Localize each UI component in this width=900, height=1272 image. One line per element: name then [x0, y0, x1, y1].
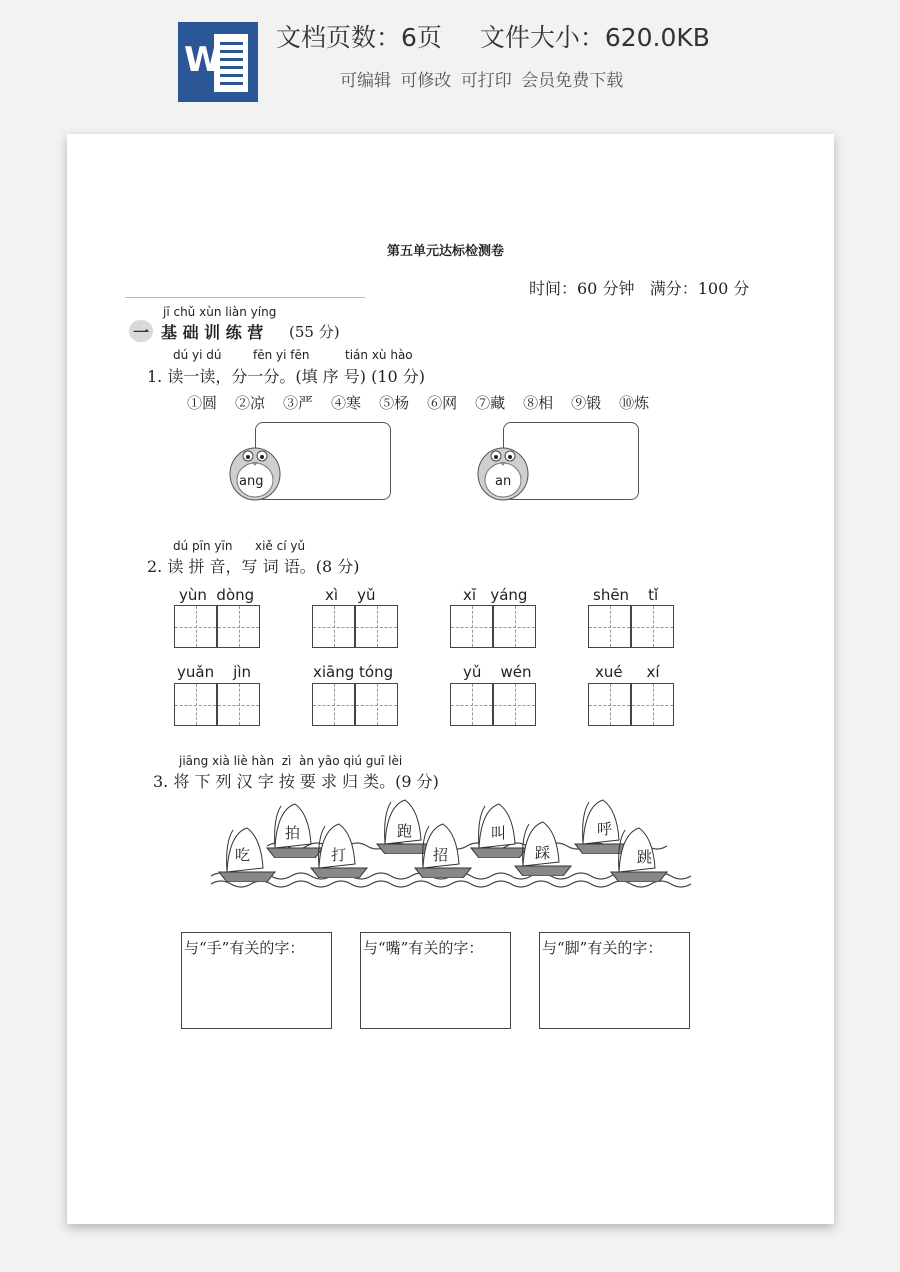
q1-char: ⑩炼 [619, 394, 650, 412]
writing-grid[interactable] [450, 605, 493, 648]
group-label: ang [239, 474, 264, 489]
boat-char: 拍 [285, 824, 301, 842]
boat-char: 跳 [637, 848, 653, 866]
boat [413, 820, 473, 878]
q1-char: ⑧相 [523, 394, 554, 412]
boat-char: 叫 [491, 824, 507, 842]
page-count: 文档页数：6页 [276, 23, 442, 52]
category-label: 与“嘴”有关的字： [363, 939, 484, 957]
penguin-icon [475, 436, 531, 502]
writing-grid[interactable] [217, 683, 260, 726]
q1-char-list [187, 392, 649, 413]
foot-category-box[interactable] [539, 932, 690, 1029]
q3-text: 3. 将 下 列 汉 字 按 要 求 归 类。(9 分) [153, 772, 439, 791]
q2-word-pinyin: yǔ wén [463, 663, 532, 681]
q1-pinyin: tián xù hào [345, 348, 413, 362]
hand-category-box[interactable] [181, 932, 332, 1029]
boat-char: 跑 [397, 822, 413, 840]
q2-pinyin: xiě cí yǔ [255, 539, 306, 553]
section-score: (55 分) [289, 323, 340, 341]
category-label: 与“手”有关的字： [184, 939, 305, 957]
boat-list [207, 796, 707, 896]
word-document-icon: W [178, 22, 258, 102]
q1-char: ⑨锻 [571, 394, 602, 412]
writing-grid[interactable] [355, 683, 398, 726]
q1-pinyin: fēn yi fēn [253, 348, 310, 362]
q2-word-pinyin: xī yáng [463, 586, 528, 604]
section-number: 一 [133, 323, 150, 342]
q2-pinyin: dú pīn yīn [173, 539, 233, 553]
feature-list: 可编辑 可修改 可打印 会员免费下载 [340, 71, 624, 91]
group-label: an [495, 474, 512, 489]
writing-grid[interactable] [631, 683, 674, 726]
q2-word-pinyin: xué xí [595, 663, 660, 681]
boat-char: 呼 [597, 820, 613, 838]
writing-grid[interactable] [174, 605, 217, 648]
document-page [67, 134, 834, 1224]
q2-word-pinyin: yùn dòng [179, 586, 255, 604]
exam-title: 第五单元达标检测卷 [387, 244, 505, 259]
boat-char: 吃 [235, 846, 251, 864]
writing-grid[interactable] [312, 605, 355, 648]
section-pinyin: jī chǔ xùn liàn yíng [163, 305, 277, 319]
q2-word-pinyin: shēn tǐ [593, 586, 659, 604]
mouth-category-box[interactable] [360, 932, 511, 1029]
category-label: 与“脚”有关的字： [542, 939, 663, 957]
boat [309, 820, 369, 878]
writing-grid[interactable] [631, 605, 674, 648]
q1-char: ④寒 [331, 394, 362, 412]
writing-grid[interactable] [450, 683, 493, 726]
writing-grid[interactable] [588, 683, 631, 726]
writing-grid[interactable] [588, 605, 631, 648]
section-title: 基 础 训 练 营 [161, 323, 264, 342]
q1-char: ②凉 [235, 394, 266, 412]
q1-char: ⑦藏 [475, 394, 506, 412]
writing-grid[interactable] [493, 605, 536, 648]
boat-char: 招 [433, 846, 449, 864]
penguin-icon [227, 436, 283, 502]
q1-text: 1. 读一读，分一分。(填 序 号) (10 分) [147, 367, 426, 386]
q2-word-pinyin: yuǎn jìn [177, 663, 251, 681]
file-info [276, 18, 710, 54]
q2-word-pinyin: xiāng tóng [313, 663, 394, 681]
ang-answer-group [227, 420, 395, 502]
q1-char: ⑥网 [427, 394, 458, 412]
divider [125, 297, 365, 298]
boat-char: 踩 [535, 844, 551, 862]
writing-grid[interactable] [217, 605, 260, 648]
boat-char: 打 [331, 846, 347, 864]
writing-grid[interactable] [355, 605, 398, 648]
q2-text: 2. 读 拼 音，写 词 语。(8 分) [147, 557, 360, 576]
writing-grid[interactable] [312, 683, 355, 726]
q1-pinyin: dú yi dú [173, 348, 222, 362]
q2-word-pinyin: xì yǔ [325, 586, 376, 604]
writing-grid[interactable] [493, 683, 536, 726]
q3-pinyin: jiāng xià liè hàn zì àn yāo qiú guī lèi [179, 754, 403, 768]
boat [513, 818, 573, 876]
boat [609, 824, 669, 882]
q1-char: ①圆 [187, 394, 218, 412]
q1-char: ③严 [283, 394, 314, 412]
writing-grid[interactable] [174, 683, 217, 726]
exam-info: 时间：60 分钟 满分：100 分 [529, 279, 750, 298]
q1-char: ⑤杨 [379, 394, 410, 412]
file-size: 文件大小：620.0KB [479, 23, 710, 52]
an-answer-group [475, 420, 643, 502]
